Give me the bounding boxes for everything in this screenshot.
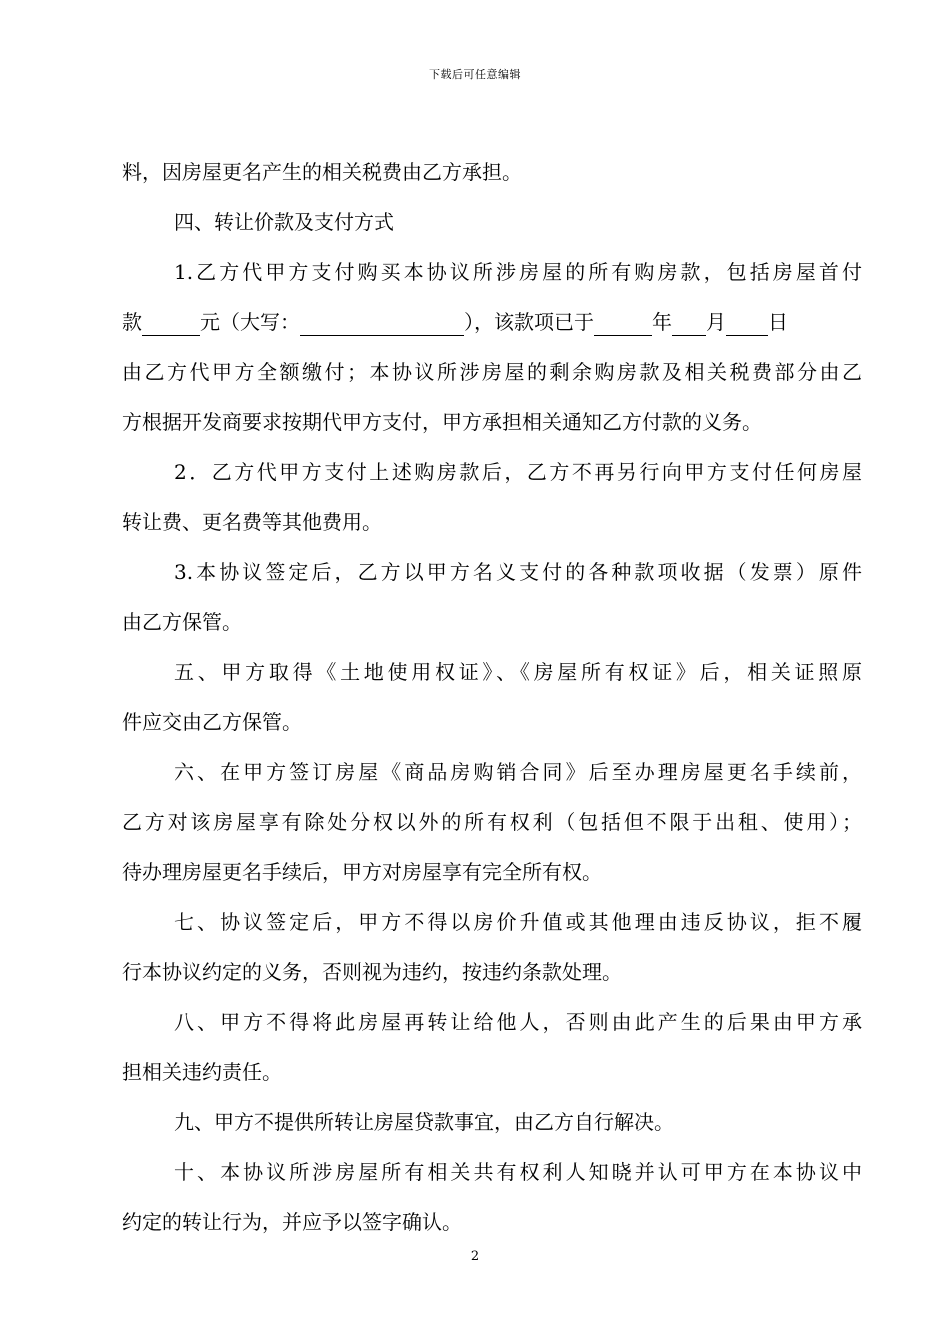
text-segment: 月 [706,310,726,334]
paragraph-line: 待办理房屋更名手续后，甲方对房屋享有完全所有权。 [122,860,602,884]
paragraph-line: 由乙方保管。 [122,610,242,634]
text-segment: 年 [652,310,672,334]
paragraph-line: 件应交由乙方保管。 [122,710,302,734]
month-blank[interactable] [672,315,706,336]
payment-fill-line [122,308,862,336]
paragraph-line: 行本协议约定的义务，否则视为违约，按违约条款处理。 [122,960,622,984]
paragraph-line: 担相关违约责任。 [122,1060,282,1084]
amount-in-words-blank[interactable] [300,315,464,336]
paragraph-line: 十、本协议所涉房屋所有相关共有权利人知晓并认可甲方在本协议中 [174,1160,862,1184]
paragraph-line: 八、甲方不得将此房屋再转让给他人，否则由此产生的后果由甲方承 [174,1010,862,1034]
page-number: 2 [470,1249,480,1264]
text-segment: ），该款项已于 [464,310,594,334]
paragraph-line: 九、甲方不提供所转让房屋贷款事宜，由乙方自行解决。 [174,1110,674,1134]
text-segment: 日 [768,310,788,334]
text-segment: 款 [122,310,142,334]
paragraph-line: 五、甲方取得《土地使用权证》、《房屋所有权证》后，相关证照原 [174,660,862,684]
paragraph-line: 六、在甲方签订房屋《商品房购销合同》后至办理房屋更名手续前， [174,760,862,784]
paragraph-line: 3.本协议签定后，乙方以甲方名义支付的各种款项收据（发票）原件 [174,560,862,584]
paragraph-line: 方根据开发商要求按期代甲方支付，甲方承担相关通知乙方付款的义务。 [122,410,762,434]
paragraph-line: 1.乙方代甲方支付购买本协议所涉房屋的所有购房款，包括房屋首付 [174,260,862,284]
section-heading: 四、转让价款及支付方式 [174,210,394,234]
page-header: 下载后可任意编辑 [429,68,521,81]
amount-blank[interactable] [142,315,200,336]
paragraph-line: 料，因房屋更名产生的相关税费由乙方承担。 [122,160,522,184]
paragraph-line: 乙方对该房屋享有除处分权以外的所有权利（包括但不限于出租、使用）； [122,810,862,834]
day-blank[interactable] [726,315,768,336]
text-segment: 元（大写： [200,310,300,334]
paragraph-line: 约定的转让行为，并应予以签字确认。 [122,1210,462,1234]
paragraph-line: 转让费、更名费等其他费用。 [122,510,382,534]
paragraph-line: 七、协议签定后，甲方不得以房价升值或其他理由违反协议，拒不履 [174,910,862,934]
paragraph-line: 由乙方代甲方全额缴付；本协议所涉房屋的剩余购房款及相关税费部分由乙 [122,360,862,384]
year-blank[interactable] [594,315,652,336]
paragraph-line: 2．乙方代甲方支付上述购房款后，乙方不再另行向甲方支付任何房屋 [174,460,862,484]
